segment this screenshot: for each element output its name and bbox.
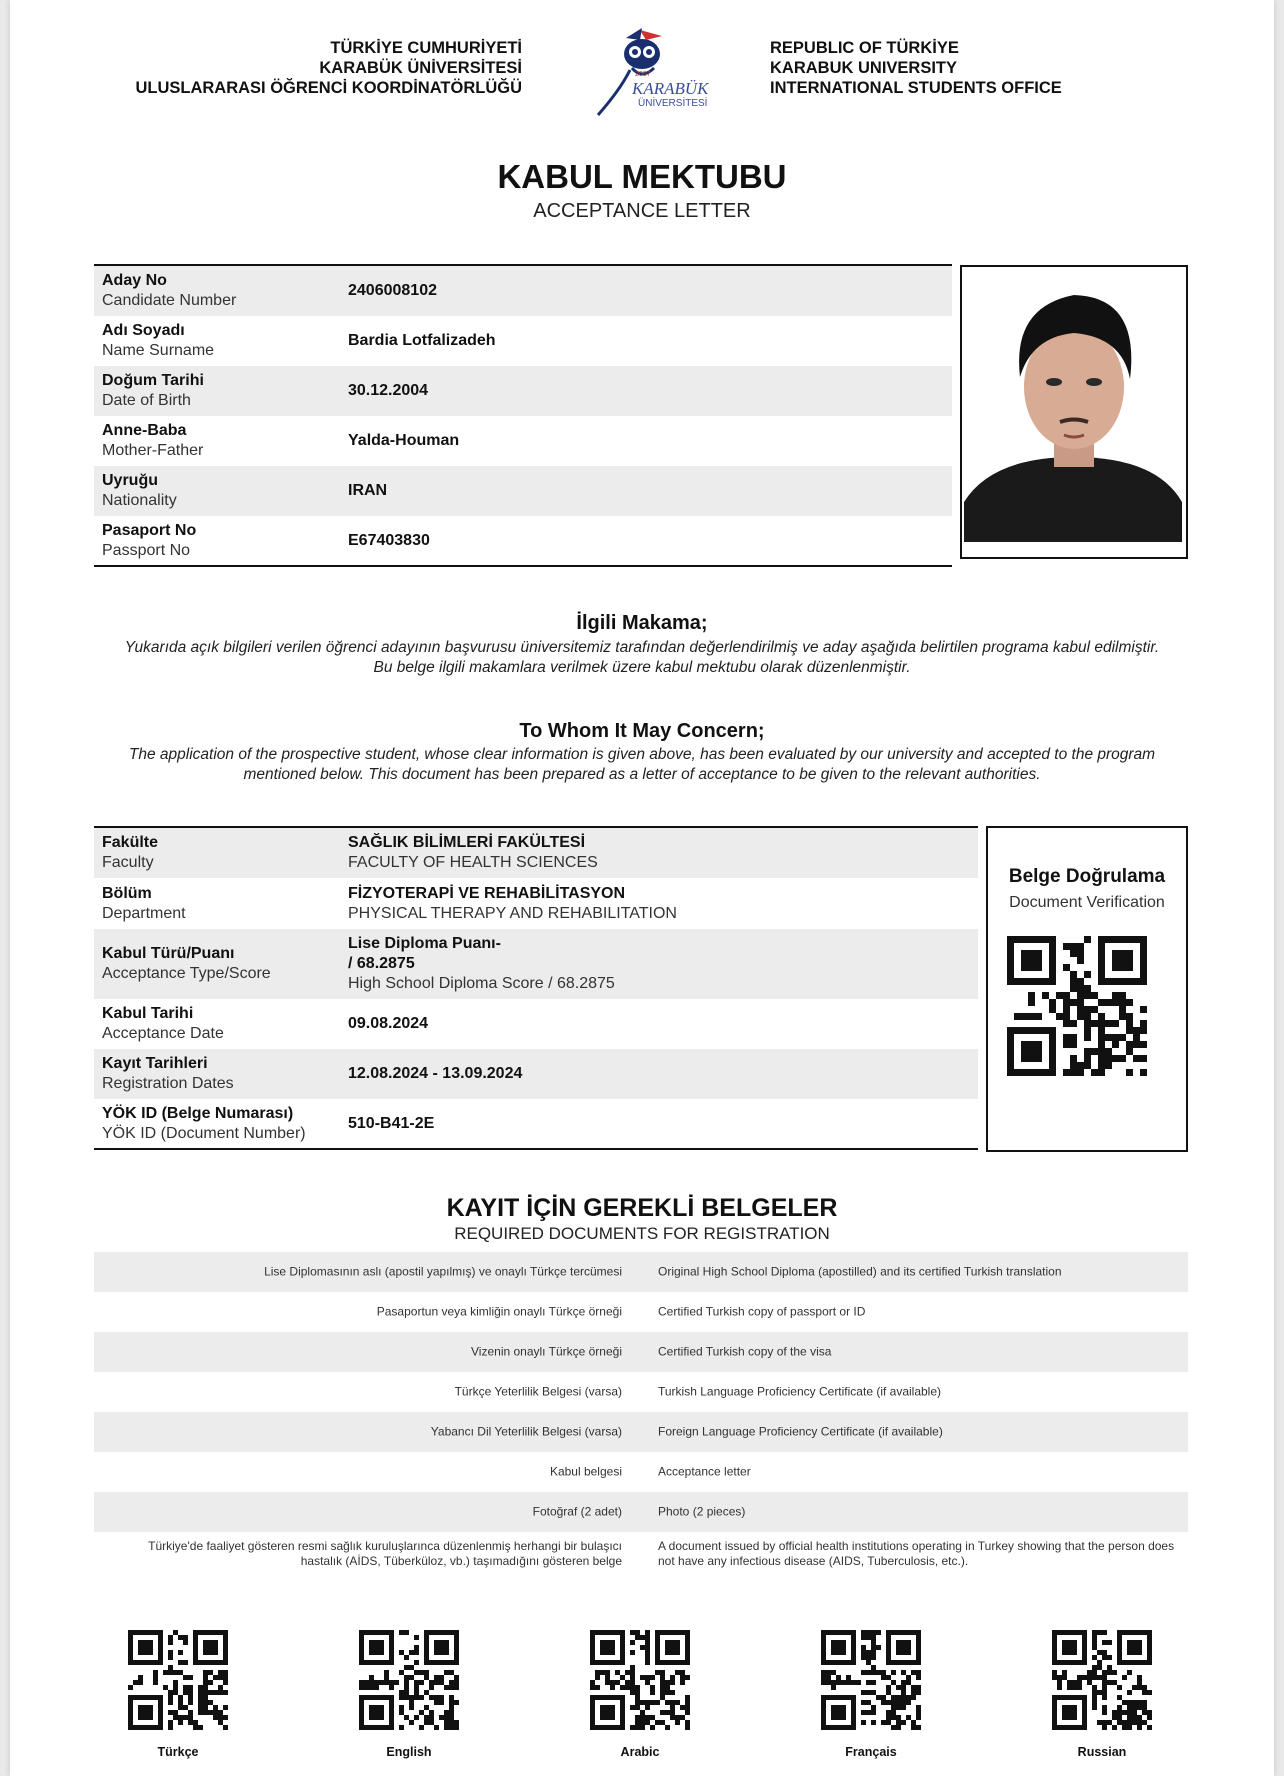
required-doc-tr: Yabancı Dil Yeterlilik Belgesi (varsa) (430, 1424, 622, 1439)
verification-title: Belge Doğrulama (1008, 866, 1166, 887)
candidate-row-dob (94, 366, 952, 416)
required-doc-en: Certified Turkish copy of the visa (658, 1344, 832, 1359)
candidate-photo (960, 265, 1188, 559)
label-tr: Pasaport No (102, 521, 197, 539)
required-doc-row (94, 1252, 1188, 1292)
acceptance-letter-page (10, 0, 1274, 1776)
qr-caption: Français (845, 1745, 897, 1759)
program-row-acceptance-type (94, 929, 978, 999)
qr-caption: Türkçe (157, 1745, 199, 1759)
acceptance-type-value-tr: Lise Diploma Puanı- (348, 935, 501, 952)
required-doc-row (94, 1412, 1188, 1452)
label-en: Acceptance Type/Score (102, 965, 271, 982)
required-doc-row (94, 1492, 1188, 1532)
label-en: Acceptance Date (102, 1025, 224, 1042)
required-docs-title: KAYIT İÇİN GEREKLİ BELGELER (446, 1194, 838, 1222)
qr-code-icon (359, 1630, 459, 1730)
required-doc-row (94, 1332, 1188, 1372)
header-left-block (135, 38, 522, 98)
qr-russian[interactable] (1042, 1630, 1162, 1759)
notice-tr-line-1: Yukarıda açık bilgileri verilen öğrenci adayının başvurusu üniversitemiz tarafından değerlendirilmiş ve aday aşağıda belirtilen programa kabul edilmiştir. (124, 639, 1160, 656)
label-tr: Kayıt Tarihleri (102, 1055, 208, 1072)
required-doc-en: Photo (2 pieces) (658, 1504, 746, 1519)
department-value-en: PHYSICAL THERAPY AND REHABILITATION (348, 904, 677, 922)
required-doc-en: Turkish Language Proficiency Certificate (if available) (658, 1384, 942, 1399)
header-left-line-2: KARABÜK ÜNİVERSİTESİ (319, 59, 522, 77)
qr-code-icon (590, 1630, 690, 1730)
program-row-yok-id (94, 1099, 978, 1149)
qr-caption: Russian (1077, 1745, 1127, 1759)
notice-tr-line-2: Bu belge ilgili makamlara verilmek üzere kabul mektubu olarak düzenlenmiştir. (373, 659, 911, 676)
header-right-line-3: INTERNATIONAL STUDENTS OFFICE (770, 79, 1062, 97)
logo-year: 2007 (635, 71, 651, 78)
label-tr: Doğum Tarihi (102, 372, 204, 389)
required-doc-en: Foreign Language Proficiency Certificate (if available) (658, 1424, 943, 1439)
candidate-row-name (94, 316, 952, 366)
document-title: KABUL MEKTUBU (497, 158, 787, 195)
label-en: Date of Birth (102, 392, 191, 409)
qr-code-icon (821, 1630, 921, 1730)
header-left-line-1: TÜRKİYE CUMHURİYETİ (330, 39, 522, 57)
label-tr: Fakülte (102, 834, 159, 851)
acceptance-type-value-en: High School Diploma Score / 68.2875 (348, 975, 615, 992)
program-row-department (94, 878, 978, 929)
qr-code-icon (1052, 1630, 1152, 1730)
passport-value: E67403830 (348, 531, 430, 549)
nationality-value: IRAN (348, 482, 388, 499)
header-right-line-1: REPUBLIC OF TÜRKİYE (770, 39, 959, 57)
label-tr: Aday No (102, 272, 167, 289)
label-tr: Uyruğu (102, 472, 158, 489)
required-doc-row (94, 1292, 1188, 1332)
header-right-block (770, 38, 1062, 98)
required-doc-tr: Kabul belgesi (549, 1464, 622, 1479)
acceptance-date-value: 09.08.2024 (348, 1015, 429, 1032)
label-tr: Kabul Türü/Puanı (102, 945, 235, 962)
label-en: Passport No (102, 541, 191, 559)
required-doc-row (94, 1452, 1188, 1492)
qr-french[interactable] (811, 1630, 931, 1759)
program-row-acceptance-date (94, 999, 978, 1049)
required-doc-tr: Vizenin onaylı Türkçe örneği (471, 1344, 622, 1359)
required-doc-tr: Lise Diplomasının aslı (apostil yapılmış) ve onaylı Türkçe tercümesi (264, 1264, 622, 1279)
notice-en-text (100, 745, 1184, 785)
required-docs-subtitle: REQUIRED DOCUMENTS FOR REGISTRATION (454, 1224, 830, 1243)
parents-value: Yalda-Houman (348, 432, 460, 449)
candidate-info-table (94, 264, 952, 567)
university-logo (580, 20, 720, 120)
header-left-line-3: ULUSLARARASI ÖĞRENCİ KOORDİNATÖRLÜĞÜ (135, 79, 522, 97)
required-doc-tr: Türkiye'de faaliyet gösteren resmi sağlık kuruluşlarınca düzenlenmiş herhangi bir bulaşıcı hastalık (AİDS, Tüberküloz, vb.) taşımadığını gösteren belge (148, 1539, 622, 1568)
required-doc-tr: Fotoğraf (2 adet) (532, 1504, 622, 1519)
label-en: Mother-Father (102, 442, 204, 459)
header-right-line-2: KARABUK UNIVERSITY (770, 59, 958, 77)
required-doc-en: A document issued by official health institutions operating in Turkey showing that the person does not have any infectious disease (AIDS, Tuberculosis, etc.). (658, 1539, 1175, 1568)
qr-caption: Arabic (620, 1745, 660, 1759)
label-en: Name Surname (102, 342, 215, 359)
required-doc-tr: Pasaportun veya kimliğin onaylı Türkçe örneği (376, 1304, 622, 1319)
acceptance-score-value: / 68.2875 (348, 955, 415, 972)
candidate-row-number (94, 265, 952, 316)
notice-tr-text (100, 638, 1184, 678)
verification-subtitle: Document Verification (1009, 894, 1165, 911)
department-value-tr: FİZYOTERAPİ VE REHABİLİTASYON (348, 884, 626, 902)
qr-arabic[interactable] (580, 1630, 700, 1759)
dob-value: 30.12.2004 (348, 382, 429, 399)
label-en: Registration Dates (102, 1075, 234, 1092)
document-subtitle: ACCEPTANCE LETTER (533, 200, 751, 222)
label-tr: Anne-Baba (102, 422, 187, 439)
required-doc-tr: Türkçe Yeterlilik Belgesi (varsa) (454, 1384, 622, 1399)
candidate-row-passport (94, 516, 952, 566)
registration-dates-value: 12.08.2024 - 13.09.2024 (348, 1065, 523, 1082)
document-verification-box (986, 826, 1188, 1152)
program-info-table (94, 826, 978, 1150)
program-row-registration-dates (94, 1049, 978, 1099)
logo-subtext: ÜNİVERSİTESİ (638, 98, 708, 109)
required-doc-row (94, 1532, 1188, 1576)
candidate-row-parents (94, 416, 952, 466)
candidate-row-nationality (94, 466, 952, 516)
faculty-value-tr: SAĞLIK BİLİMLERİ FAKÜLTESİ (348, 834, 586, 851)
notice-en-heading: To Whom It May Concern; (519, 720, 765, 742)
qr-caption: English (386, 1745, 432, 1759)
logo-text: KARABÜK (632, 79, 709, 98)
notice-en-line-1: The application of the prospective student, whose clear information is given above, has been evaluated by our university and accepted to the program (128, 746, 1156, 763)
label-en: YÖK ID (Document Number) (102, 1124, 306, 1142)
label-en: Faculty (102, 854, 154, 871)
notice-en-line-2: mentioned below. This document has been prepared as a letter of acceptance to be given to the relevant authorities. (243, 766, 1041, 783)
name-value: Bardia Lotfalizadeh (348, 332, 496, 349)
qr-turkish[interactable] (118, 1630, 238, 1759)
qr-code-icon (128, 1630, 228, 1730)
verification-qr-code[interactable] (1007, 936, 1167, 1101)
required-doc-row (94, 1372, 1188, 1412)
faculty-value-en: FACULTY OF HEALTH SCIENCES (348, 854, 598, 871)
label-tr: Bölüm (102, 884, 152, 902)
notice-tr-heading: İlgili Makama; (576, 612, 708, 634)
label-tr: Kabul Tarihi (102, 1005, 194, 1022)
label-en: Candidate Number (102, 292, 237, 309)
program-row-faculty (94, 827, 978, 878)
label-tr: Adı Soyadı (102, 322, 185, 339)
qr-english[interactable] (349, 1630, 469, 1759)
required-doc-en: Acceptance letter (658, 1464, 751, 1479)
yok-id-value: 510-B41-2E (348, 1114, 435, 1132)
label-en: Department (102, 904, 186, 922)
candidate-number-value: 2406008102 (348, 282, 437, 299)
label-tr: YÖK ID (Belge Numarası) (102, 1104, 294, 1122)
label-en: Nationality (102, 492, 177, 509)
required-doc-en: Certified Turkish copy of passport or ID (658, 1304, 866, 1319)
required-doc-en: Original High School Diploma (apostilled) and its certified Turkish translation (658, 1264, 1062, 1279)
